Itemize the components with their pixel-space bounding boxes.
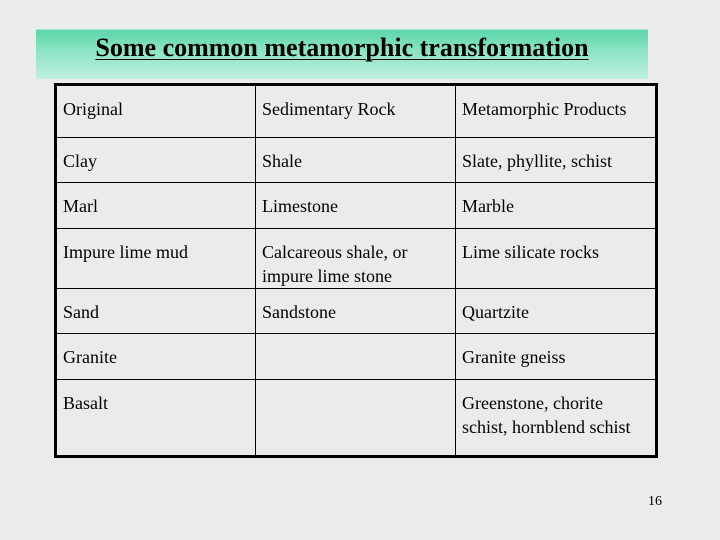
table-row bbox=[56, 183, 657, 229]
cell-original: Impure lime mud bbox=[56, 229, 256, 289]
cell-metamorphic: Greenstone, chorite schist, hornblend schist bbox=[456, 380, 657, 457]
title-banner bbox=[36, 29, 648, 79]
table-row bbox=[56, 334, 657, 380]
header-original: Original bbox=[56, 85, 256, 138]
cell-sedimentary: Shale bbox=[256, 138, 456, 183]
cell-metamorphic: Granite gneiss bbox=[456, 334, 657, 380]
table-row bbox=[56, 380, 657, 457]
cell-sedimentary: Sandstone bbox=[256, 289, 456, 334]
cell-original: Sand bbox=[56, 289, 256, 334]
cell-original: Granite bbox=[56, 334, 256, 380]
table-row bbox=[56, 229, 657, 289]
cell-metamorphic: Quartzite bbox=[456, 289, 657, 334]
table-row bbox=[56, 138, 657, 183]
cell-sedimentary: Limestone bbox=[256, 183, 456, 229]
cell-sedimentary bbox=[256, 334, 456, 380]
cell-metamorphic: Slate, phyllite, schist bbox=[456, 138, 657, 183]
cell-sedimentary bbox=[256, 380, 456, 457]
header-sedimentary-rock: Sedimentary Rock bbox=[256, 85, 456, 138]
page-number: 16 bbox=[648, 494, 662, 509]
cell-original: Marl bbox=[56, 183, 256, 229]
cell-original: Basalt bbox=[56, 380, 256, 457]
table-header-row bbox=[56, 85, 657, 138]
header-metamorphic-products: Metamorphic Products bbox=[456, 85, 657, 138]
cell-metamorphic: Lime silicate rocks bbox=[456, 229, 657, 289]
metamorphic-table bbox=[54, 83, 658, 458]
cell-sedimentary: Calcareous shale, or impure lime stone bbox=[256, 229, 456, 289]
slide-title: Some common metamorphic transformation bbox=[95, 33, 589, 62]
cell-metamorphic: Marble bbox=[456, 183, 657, 229]
cell-original: Clay bbox=[56, 138, 256, 183]
table-row bbox=[56, 289, 657, 334]
